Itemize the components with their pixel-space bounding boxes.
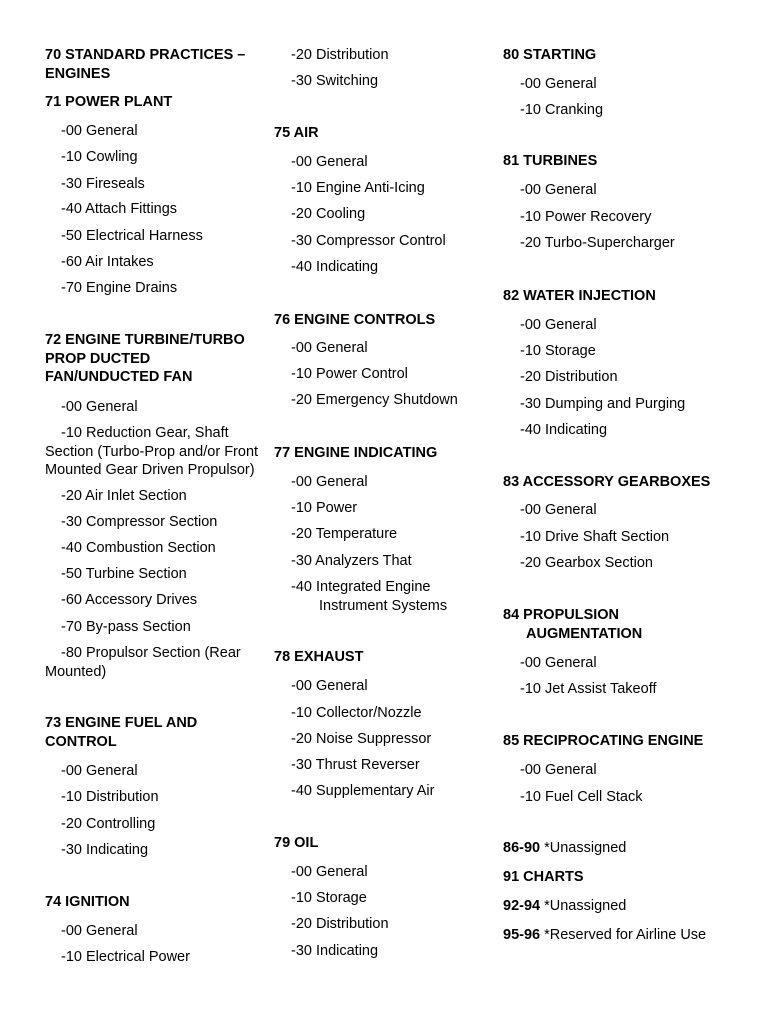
item-72-00: -00 General — [61, 399, 138, 415]
range-86-90-text: *Unassigned — [540, 840, 627, 856]
item-71-50: -50 Electrical Harness — [61, 228, 203, 244]
item-75-10: -10 Engine Anti-Icing — [291, 180, 425, 196]
heading-83-accessory-gearboxes: 83 ACCESSORY GEARBOXES — [503, 474, 711, 490]
item-73-00: -00 General — [61, 763, 138, 779]
heading-71-power-plant: 71 POWER PLANT — [45, 94, 173, 110]
item-78-00: -00 General — [291, 678, 368, 694]
item-72-70: -70 By-pass Section — [61, 619, 191, 635]
heading-74-ignition: 74 IGNITION — [45, 894, 130, 910]
item-77-10: -10 Power — [291, 500, 358, 516]
item-85-10: -10 Fuel Cell Stack — [520, 789, 643, 805]
item-77-00: -00 General — [291, 474, 368, 490]
item-80-10: -10 Cranking — [520, 102, 604, 118]
item-73-30: -30 Indicating — [61, 842, 149, 858]
item-84-10: -10 Jet Assist Takeoff — [520, 681, 657, 697]
heading-77-engine-indicating: 77 ENGINE INDICATING — [274, 445, 438, 461]
range-92-94 — [503, 897, 626, 916]
item-73-10: -10 Distribution — [61, 789, 159, 805]
item-81-10: -10 Power Recovery — [520, 209, 652, 225]
item-72-20: -20 Air Inlet Section — [61, 488, 187, 504]
item-82-00: -00 General — [520, 317, 597, 333]
item-71-60: -60 Air Intakes — [61, 254, 154, 270]
heading-85-reciprocating-engine: 85 RECIPROCATING ENGINE — [503, 733, 704, 749]
item-75-20: -20 Cooling — [291, 206, 366, 222]
item-85-00: -00 General — [520, 762, 597, 778]
heading-80-starting: 80 STARTING — [503, 47, 597, 63]
item-84-00: -00 General — [520, 655, 597, 671]
item-74-00: -00 General — [61, 923, 138, 939]
item-72-60: -60 Accessory Drives — [61, 592, 198, 608]
item-80-00: -00 General — [520, 76, 597, 92]
item-81-00: -00 General — [520, 182, 597, 198]
item-82-30: -30 Dumping and Purging — [520, 396, 686, 412]
item-82-20: -20 Distribution — [520, 369, 618, 385]
item-76-10: -10 Power Control — [291, 366, 408, 382]
range-95-96-text: *Reserved for Airline Use — [540, 927, 707, 943]
item-71-70: -70 Engine Drains — [61, 280, 178, 296]
item-79-20: -20 Distribution — [291, 916, 389, 932]
item-77-40: -40 Integrated Engine — [291, 579, 431, 595]
item-83-10: -10 Drive Shaft Section — [520, 529, 670, 545]
item-75-40: -40 Indicating — [291, 259, 379, 275]
item-77-40-cont: Instrument Systems — [319, 598, 448, 614]
item-72-80: -80 Propulsor Section (Rear Mounted) — [45, 645, 241, 680]
item-78-10: -10 Collector/Nozzle — [291, 705, 422, 721]
item-73-20: -20 Controlling — [61, 816, 156, 832]
item-71-30: -30 Fireseals — [61, 176, 145, 192]
item-83-00: -00 General — [520, 502, 597, 518]
heading-81-turbines: 81 TURBINES — [503, 153, 598, 169]
item-83-20: -20 Gearbox Section — [520, 555, 653, 571]
item-79-30: -30 Indicating — [291, 943, 379, 959]
item-71-00: -00 General — [61, 123, 138, 139]
item-71-40: -40 Attach Fittings — [61, 201, 178, 217]
heading-78-exhaust: 78 EXHAUST — [274, 649, 364, 665]
range-95-96 — [503, 926, 706, 945]
item-75-00: -00 General — [291, 154, 368, 170]
item-78-40: -40 Supplementary Air — [291, 783, 435, 799]
range-86-90 — [503, 839, 626, 858]
item-79-00: -00 General — [291, 864, 368, 880]
item-75-30: -30 Compressor Control — [291, 233, 446, 249]
item-76-00: -00 General — [291, 340, 368, 356]
heading-79-oil: 79 OIL — [274, 835, 319, 851]
range-92-94-text: *Unassigned — [540, 898, 627, 914]
item-76-20: -20 Emergency Shutdown — [291, 392, 458, 408]
heading-82-water-injection: 82 WATER INJECTION — [503, 288, 656, 304]
item-72-50: -50 Turbine Section — [61, 566, 187, 582]
heading-72-engine-turbine: 72 ENGINE TURBINE/TURBO PROP DUCTED FAN/UNDUCTED FAN — [45, 332, 245, 385]
item-82-10: -10 Storage — [520, 343, 596, 359]
heading-91-charts: 91 CHARTS — [503, 869, 584, 885]
item-74-30: -30 Switching — [291, 73, 379, 89]
range-92-94-number: 92-94 — [503, 898, 541, 914]
item-74-10: -10 Electrical Power — [61, 949, 190, 965]
item-81-20: -20 Turbo-Supercharger — [520, 235, 675, 251]
item-78-30: -30 Thrust Reverser — [291, 757, 420, 773]
heading-76-engine-controls: 76 ENGINE CONTROLS — [274, 312, 436, 328]
heading-84-propulsion: 84 PROPULSION — [503, 607, 620, 623]
item-72-40: -40 Combustion Section — [61, 540, 216, 556]
item-82-40: -40 Indicating — [520, 422, 608, 438]
heading-75-air: 75 AIR — [274, 125, 319, 141]
item-74-20: -20 Distribution — [291, 47, 389, 63]
range-95-96-number: 95-96 — [503, 927, 541, 943]
item-77-20: -20 Temperature — [291, 526, 398, 542]
item-79-10: -10 Storage — [291, 890, 367, 906]
item-71-10: -10 Cowling — [61, 149, 138, 165]
item-78-20: -20 Noise Suppressor — [291, 731, 432, 747]
item-72-30: -30 Compressor Section — [61, 514, 218, 530]
item-72-10: -10 Reduction Gear, Shaft Section (Turbo-Prop and/or Front Mounted Gear Driven Propulsor) — [45, 425, 259, 478]
item-77-30: -30 Analyzers That — [291, 553, 412, 569]
heading-73-engine-fuel: 73 ENGINE FUEL AND CONTROL — [45, 715, 198, 750]
heading-70-standard-practices: 70 STANDARD PRACTICES – ENGINES — [45, 47, 246, 82]
range-86-90-number: 86-90 — [503, 840, 541, 856]
heading-84-augmentation: AUGMENTATION — [526, 626, 643, 642]
